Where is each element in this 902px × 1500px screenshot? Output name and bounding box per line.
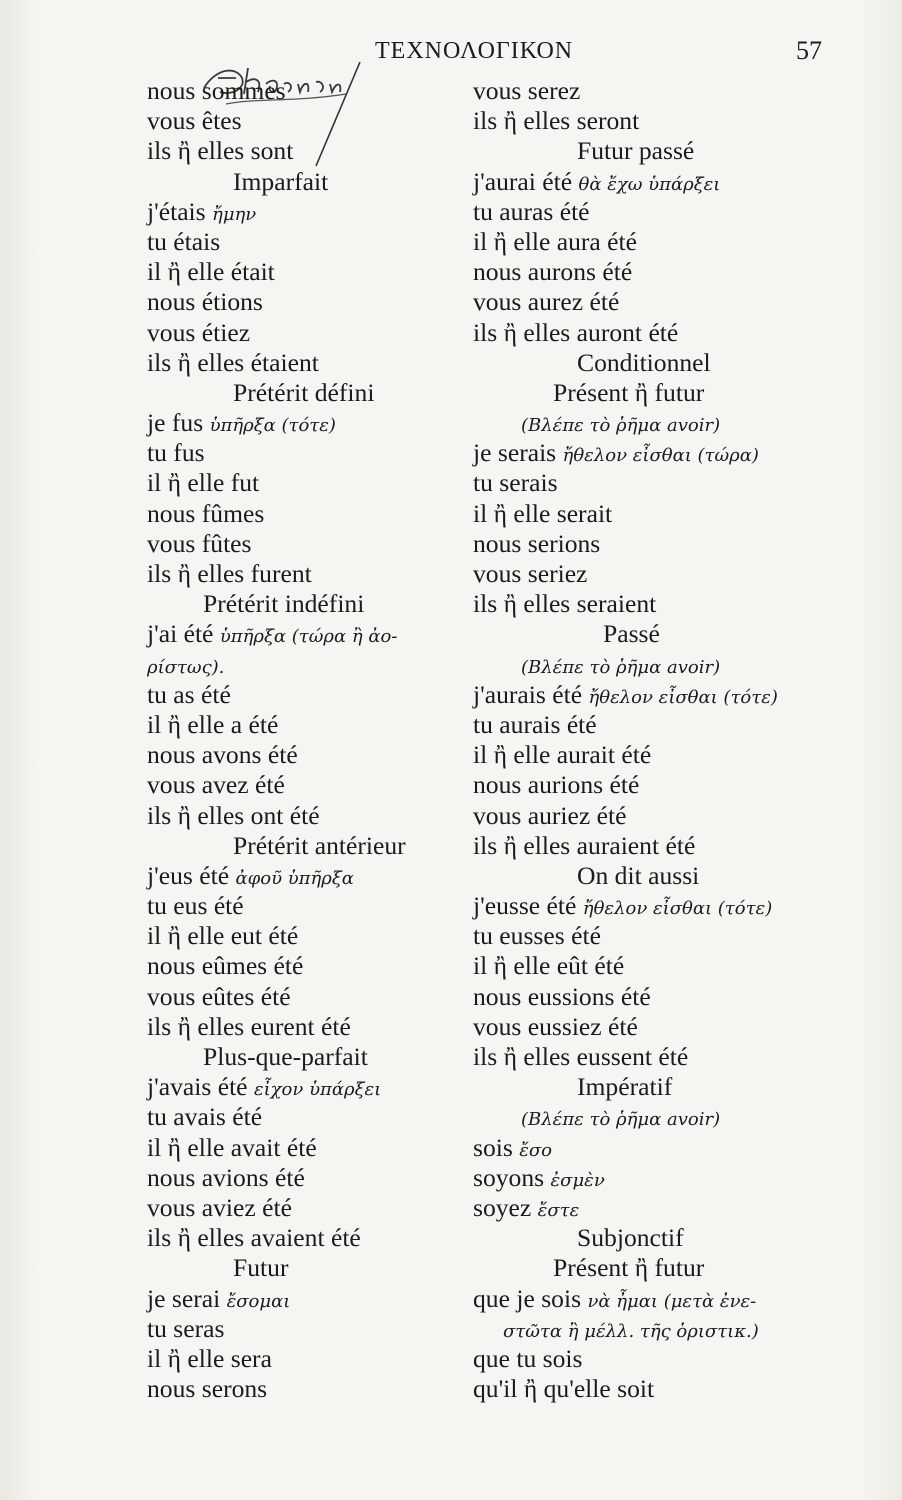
conjugation-line [147, 76, 477, 106]
conjugation-line [147, 861, 477, 891]
french-text: tu eusses été [473, 921, 601, 951]
french-text: je fus [147, 408, 210, 438]
french-text: Conditionnel [577, 347, 711, 377]
french-text: vous serez [473, 76, 581, 105]
conjugation-line [147, 1284, 477, 1314]
french-text: j'eusse été [473, 891, 583, 921]
conjugation-line [147, 348, 477, 378]
conjugation-line [473, 227, 813, 257]
french-text: ils ἢ elles seront [473, 106, 640, 136]
section-heading [473, 1253, 813, 1283]
conjugation-line [473, 650, 813, 680]
greek-gloss: (Βλέπε τὸ ῥῆμα avoir) [521, 1109, 721, 1131]
section-heading [147, 589, 477, 619]
french-text: Présent ἢ futur [553, 1253, 705, 1283]
french-text: tu fus [147, 438, 205, 468]
conjugation-line [473, 1193, 813, 1223]
french-text: j'étais [147, 196, 213, 226]
section-heading [147, 167, 477, 197]
french-text: nous eussions été [473, 981, 651, 1011]
conjugation-line [147, 499, 477, 529]
page-number: 57 [796, 36, 822, 65]
conjugation-line [473, 710, 813, 740]
conjugation-line [147, 257, 477, 287]
french-text: je serais [473, 438, 563, 468]
conjugation-line [147, 1314, 477, 1344]
conjugation-line [473, 559, 813, 589]
conjugation-line [473, 499, 813, 529]
french-text: il ἢ elle avait été [147, 1132, 317, 1162]
conjugation-line [473, 921, 813, 951]
conjugation-line [473, 1344, 813, 1374]
right-conjugation-column [473, 76, 813, 1404]
french-text: vous aurez été [473, 287, 620, 317]
french-text: ils ἢ elles eurent été [147, 1011, 351, 1041]
conjugation-line [147, 921, 477, 951]
conjugation-line [147, 529, 477, 559]
section-heading [147, 831, 477, 861]
conjugation-line [147, 982, 477, 1012]
french-text: il ἢ elle eut été [147, 921, 299, 951]
french-text: Plus-que-parfait [203, 1042, 368, 1071]
french-text: nous serions [473, 528, 601, 558]
french-text: qu'il ἢ qu'elle soit [473, 1374, 655, 1404]
french-text: Prétérit indéfini [203, 589, 365, 619]
greek-gloss: ρίστως). [147, 656, 225, 678]
french-text: nous fûmes [147, 498, 265, 528]
section-heading [473, 861, 813, 891]
french-text: nous aurons été [473, 257, 633, 287]
section-heading [473, 348, 813, 378]
french-text: Futur passé [577, 136, 695, 166]
french-text: vous aviez été [147, 1192, 292, 1222]
french-text: nous serons [147, 1374, 268, 1404]
greek-gloss: ἔσο [519, 1139, 553, 1161]
conjugation-line [473, 287, 813, 317]
french-text: ils ἢ elles auraient été [473, 830, 696, 860]
conjugation-line [473, 408, 813, 438]
conjugation-line [473, 438, 813, 468]
greek-gloss: ἤθελον εἶσθαι (τότε) [588, 686, 778, 708]
greek-gloss: ἔσομαι [226, 1290, 291, 1312]
conjugation-line [473, 740, 813, 770]
greek-gloss: (Βλέπε τὸ ῥῆμα avoir) [521, 656, 721, 678]
section-heading [473, 619, 813, 649]
french-text: tu as été [147, 679, 231, 709]
conjugation-line [473, 801, 813, 831]
conjugation-line [473, 1284, 813, 1314]
french-text: j'eus été [147, 860, 236, 890]
french-text: vous avez été [147, 770, 285, 800]
conjugation-line [147, 801, 477, 831]
greek-gloss: θὰ ἔχω ὑπάρξει [578, 173, 721, 195]
conjugation-line [473, 76, 813, 106]
conjugation-line [473, 982, 813, 1012]
french-text: il ἢ elle serait [473, 498, 613, 528]
conjugation-line [147, 227, 477, 257]
french-text: j'aurai été [473, 166, 579, 196]
french-text: soyons [473, 1162, 551, 1192]
french-text: que je sois [473, 1283, 588, 1313]
french-text: ils ἢ elles auront été [473, 317, 679, 347]
conjugation-line [473, 770, 813, 800]
french-text: vous eussiez été [473, 1011, 638, 1041]
french-text: je serai [147, 1283, 227, 1313]
french-text: nous sommes [147, 76, 286, 105]
french-text: tu avais été [147, 1102, 263, 1132]
french-text: j'ai été [147, 619, 220, 649]
conjugation-line [147, 1163, 477, 1193]
french-text: ils ἢ elles furent [147, 559, 312, 588]
section-heading [473, 1223, 813, 1253]
french-text: Passé [603, 619, 660, 649]
french-text: sois [473, 1132, 520, 1162]
french-text: Subjonctif [577, 1223, 684, 1253]
conjugation-line [473, 1012, 813, 1042]
greek-gloss: ἤθελον εἶσθαι (τότε) [582, 898, 773, 920]
section-heading [473, 378, 813, 408]
french-text: tu eus été [147, 891, 244, 921]
french-text: tu étais [147, 226, 221, 256]
conjugation-line [473, 951, 813, 981]
french-text: Prétérit défini [233, 377, 375, 407]
conjugation-line [147, 619, 477, 649]
conjugation-line [473, 891, 813, 921]
conjugation-line [473, 1314, 813, 1344]
conjugation-line [147, 1072, 477, 1102]
french-text: Futur [233, 1253, 289, 1283]
french-text: Prétérit antérieur [233, 830, 406, 860]
conjugation-line [473, 1163, 813, 1193]
conjugation-line [473, 167, 813, 197]
conjugation-line [473, 257, 813, 287]
conjugation-line [147, 1374, 477, 1404]
french-text: vous étiez [147, 317, 251, 347]
french-text: soyez [473, 1192, 538, 1222]
conjugation-line [147, 891, 477, 921]
french-text: Imparfait [233, 166, 329, 196]
conjugation-line [473, 589, 813, 619]
french-text: ils ἢ elles sont [147, 136, 294, 166]
conjugation-line [147, 197, 477, 227]
conjugation-line [473, 1133, 813, 1163]
french-text: ils ἢ elles avaient été [147, 1223, 361, 1253]
conjugation-line [147, 1344, 477, 1374]
conjugation-line [473, 680, 813, 710]
section-heading [473, 136, 813, 166]
french-text: On dit aussi [577, 860, 700, 890]
french-text: il ἢ elle sera [147, 1343, 272, 1373]
conjugation-line [147, 1223, 477, 1253]
conjugation-line [147, 770, 477, 800]
french-text: Présent ἢ futur [553, 377, 705, 407]
greek-gloss: ἔστε [537, 1199, 580, 1221]
conjugation-line [473, 1042, 813, 1072]
conjugation-line [473, 318, 813, 348]
conjugation-line [147, 106, 477, 136]
section-heading [147, 1042, 477, 1072]
french-text: ils ἢ elles étaient [147, 347, 319, 377]
french-text: il ἢ elle aura été [473, 226, 638, 256]
greek-gloss: ἤμην [212, 203, 257, 225]
greek-gloss: ὑπῆρξα (τώρα ἢ ἀο- [219, 626, 398, 648]
conjugation-line [147, 287, 477, 317]
conjugation-line [147, 951, 477, 981]
french-text: nous eûmes été [147, 951, 304, 981]
greek-gloss: ἤθελον εἶσθαι (τώρα) [562, 445, 759, 467]
french-text: il ἢ elle a été [147, 709, 279, 739]
conjugation-line [473, 468, 813, 498]
french-text: tu auras été [473, 196, 590, 226]
french-text: nous aurions été [473, 770, 640, 800]
page-header [0, 36, 902, 72]
conjugation-line [147, 740, 477, 770]
french-text: ils ἢ elles ont été [147, 800, 320, 830]
french-text: que tu sois [473, 1343, 583, 1373]
conjugation-line [147, 318, 477, 348]
conjugation-line [147, 710, 477, 740]
page-running-title: ΤΕΧΝΟΛΟΓΙΚΟΝ [375, 38, 574, 64]
conjugation-line [473, 197, 813, 227]
french-text: ils ἢ elles eussent été [473, 1042, 689, 1071]
greek-gloss: νὰ ἦμαι (μετὰ ἐνε- [587, 1290, 757, 1312]
french-text: vous êtes [147, 106, 242, 136]
greek-gloss: εἶχον ὑπάρξει [253, 1079, 382, 1101]
conjugation-line [147, 408, 477, 438]
section-heading [147, 1253, 477, 1283]
section-heading [473, 1072, 813, 1102]
conjugation-line [147, 438, 477, 468]
conjugation-line [147, 1102, 477, 1132]
french-text: il ἢ elle aurait été [473, 740, 652, 770]
french-text: nous étions [147, 287, 263, 317]
french-text: j'aurais été [473, 679, 589, 709]
greek-gloss: (Βλέπε τὸ ῥῆμα avoir) [521, 415, 721, 437]
french-text: il ἢ elle était [147, 257, 275, 287]
french-text: tu serais [473, 468, 558, 498]
conjugation-line [147, 559, 477, 589]
french-text: nous avons été [147, 740, 298, 770]
french-text: vous eûtes été [147, 981, 291, 1011]
french-text: il ἢ elle eût été [473, 951, 625, 981]
conjugation-line [147, 1133, 477, 1163]
french-text: vous fûtes [147, 528, 252, 558]
greek-gloss: ἐσμὲν [550, 1169, 605, 1191]
french-text: nous avions été [147, 1162, 305, 1192]
conjugation-line [473, 106, 813, 136]
french-text: il ἢ elle fut [147, 468, 260, 498]
french-text: vous seriez [473, 559, 588, 588]
greek-gloss: στῶτα ἢ μέλλ. τῆς ὁριστικ.) [503, 1320, 759, 1342]
french-text: j'avais été [147, 1072, 254, 1102]
conjugation-line [473, 529, 813, 559]
left-conjugation-column [147, 76, 477, 1404]
conjugation-line [147, 136, 477, 166]
french-text: tu aurais été [473, 709, 597, 739]
conjugation-line [473, 831, 813, 861]
conjugation-line [147, 468, 477, 498]
french-text: tu seras [147, 1313, 225, 1343]
french-text: Impératif [577, 1072, 673, 1102]
conjugation-line [147, 650, 477, 680]
french-text: ils ἢ elles seraient [473, 589, 657, 619]
french-text: vous auriez été [473, 800, 627, 830]
conjugation-line [473, 1102, 813, 1132]
conjugation-line [147, 1012, 477, 1042]
conjugation-line [147, 1193, 477, 1223]
conjugation-line [147, 680, 477, 710]
greek-gloss: ὑπῆρξα (τότε) [209, 415, 336, 437]
greek-gloss: ἀφοῦ ὑπῆρξα [235, 867, 354, 889]
conjugation-line [473, 1374, 813, 1404]
section-heading [147, 378, 477, 408]
